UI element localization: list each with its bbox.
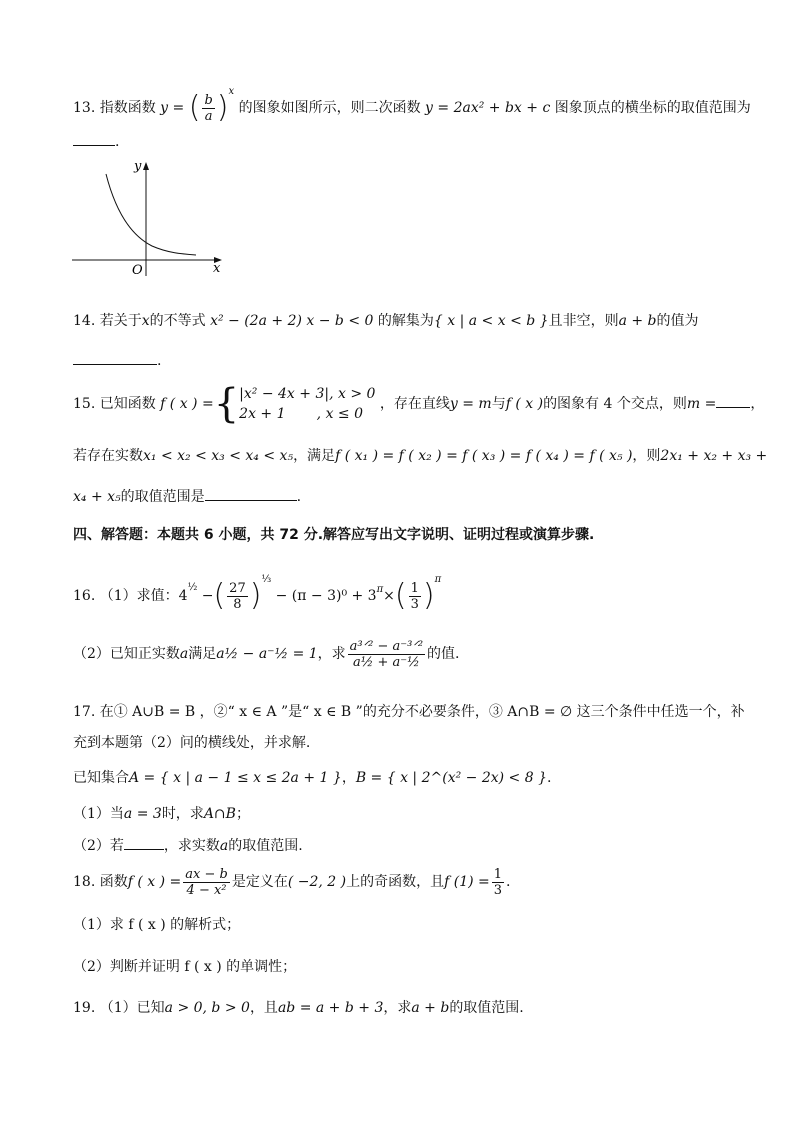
- section-4-heading: 四、解答题：本题共 6 小题，共 72 分.解答应写出文字说明、证明过程或演算步骤.: [73, 527, 595, 543]
- q13-text-b: 的图象如图所示，则二次函数: [238, 100, 421, 116]
- q13-quadratic: y = 2ax² + bx + c: [425, 100, 551, 116]
- q18-d: .: [506, 874, 511, 890]
- q15-line-2: [73, 447, 768, 465]
- q16-p1-frac-den: 8: [233, 596, 242, 612]
- q14-end: .: [157, 353, 162, 369]
- q16-p2-a: （2）已知正实数: [73, 646, 180, 662]
- q15-text-c: 与: [491, 396, 506, 412]
- q17-p1-a: （1）当: [73, 806, 124, 822]
- q15-text-b: ，存在直线: [379, 396, 450, 412]
- q18-a: 函数: [99, 874, 128, 890]
- q17-p2-c: 的取值范围.: [228, 838, 303, 854]
- q19-cond: a > 0, b > 0: [164, 1000, 250, 1016]
- q13-base-den: a: [204, 108, 213, 124]
- q18-den: 4 − x²: [186, 882, 227, 898]
- q16-p2-fraction: [348, 639, 425, 670]
- q15-line3-a: x₄ + x₅: [73, 489, 121, 505]
- question-19: [73, 999, 734, 1017]
- q15-line-3: [73, 488, 734, 506]
- q17-number: 17.: [73, 704, 96, 720]
- q13-number: 13.: [73, 100, 96, 116]
- q15-case-1: |x² − 4x + 3|, x > 0: [239, 386, 376, 402]
- q17-line-2: 充到本题第（2）问的横线处，并求解.: [73, 735, 311, 751]
- q17-p1-cond: a = 3: [123, 806, 162, 822]
- q16-p1-frac2-num: 1: [410, 580, 419, 596]
- q17-p2-blank: [124, 849, 164, 850]
- q19-sum: a + b: [411, 1000, 450, 1016]
- question-15: [73, 381, 765, 427]
- q13-answer-blank: [73, 145, 115, 146]
- origin-label: O: [132, 263, 143, 278]
- q17-p2-a: （2）若: [73, 838, 124, 854]
- q15-expr: 2x₁ + x₂ + x₃ +: [660, 448, 768, 464]
- q16-p2-num: a³ᐟ² − a⁻³ᐟ²: [349, 638, 424, 654]
- q13-exponent: x: [228, 86, 235, 97]
- q15-line-eq: y = m: [449, 396, 492, 412]
- q15-brace: {: [213, 381, 240, 427]
- q16-p1-right-paren: ): [249, 578, 262, 613]
- q16-p2-den: a½ + a⁻½: [352, 654, 420, 670]
- q17-part-1: [73, 805, 734, 823]
- q16-p2-var: a: [179, 646, 189, 662]
- q18-fx: f ( x ) =: [127, 874, 182, 890]
- q15-order: x₁ < x₂ < x₃ < x₄ < x₅: [143, 448, 294, 464]
- q19-number: 19.: [73, 1000, 96, 1016]
- q13-text-a: 指数函数: [99, 100, 156, 116]
- q17-p2-var: a: [219, 838, 229, 854]
- q15-text-d: 的图象有 4 个交点，则: [543, 396, 687, 412]
- q15-fx: f ( x ) =: [160, 396, 214, 412]
- q13-text-c: 图象顶点的横坐标的取值范围为: [554, 100, 751, 116]
- q16-p1-fraction: [227, 581, 248, 612]
- q14-answer-blank: [73, 364, 157, 365]
- q16-p1-exp-pi: π: [376, 584, 384, 595]
- q18-f1: f (1) =: [444, 874, 490, 890]
- q14-answer-line: [73, 352, 734, 370]
- q15-blank-1: [716, 407, 750, 408]
- q18-num: ax − b: [185, 866, 228, 882]
- q14-inequality: x² − (2a + 2) x − b < 0: [210, 313, 374, 329]
- q16-p1-expr-c: − (π − 3)⁰ + 3: [275, 588, 377, 604]
- q16-p2-b: 满足: [188, 646, 217, 662]
- q18-f1-fraction: [492, 867, 504, 898]
- q14-number: 14.: [73, 313, 96, 329]
- q17-line1: 在① A∪B = B ，②“ x ∈ A ”是“ x ∈ B ”的充分不必要条件，③ A∩B = ∅ 这三个条件中任选一个，补: [99, 704, 745, 720]
- q13-base-fraction: [202, 93, 214, 124]
- q18-b: 是定义在: [231, 874, 288, 890]
- q15-text-a: 已知函数: [99, 396, 156, 412]
- q16-p1-fraction-2: [409, 581, 421, 612]
- q13-right-paren: ): [216, 90, 229, 125]
- q17-l3-a: 已知集合: [73, 770, 129, 786]
- q17-p1-expr: A∩B: [203, 806, 236, 822]
- q15-equal: f ( x₁ ) = f ( x₂ ) = f ( x₃ ) = f ( x₄ ) = f ( x₅ ): [335, 448, 633, 464]
- q16-p1-exp-pi2: π: [434, 574, 442, 585]
- question-16-part-2: [73, 632, 734, 676]
- q14-text-b: 的不等式: [149, 313, 206, 329]
- q16-p1-frac2-den: 3: [410, 596, 419, 612]
- q18-part-1: （1）求 f ( x ) 的解析式；: [73, 917, 241, 933]
- q13-end: .: [115, 134, 120, 150]
- q16-p1-frac-num: 27: [229, 580, 246, 596]
- question-18: [73, 862, 734, 902]
- question-17-line-1: [73, 703, 745, 721]
- q14-sum: a + b: [618, 313, 657, 329]
- q19-eq: ab = a + b + 3: [277, 1000, 384, 1016]
- y-axis-label: y: [134, 159, 142, 174]
- q14-set: { x | a < x < b }: [433, 313, 549, 329]
- q14-text-e: 的值为: [656, 313, 699, 329]
- q19-b: ，且: [249, 1000, 278, 1016]
- q16-p1-right-paren-2: ): [422, 578, 435, 613]
- q18-interval: ( −2, 2 ): [287, 874, 347, 890]
- q17-l3-b: ，: [341, 770, 356, 786]
- q14-text-a: 若关于: [99, 313, 142, 329]
- q17-line-3: [73, 764, 734, 792]
- exponential-curve: [106, 174, 196, 255]
- exponential-graph: [70, 158, 230, 278]
- q17-p1-c: ；: [235, 806, 250, 822]
- q15-line2-c: ，则: [632, 448, 661, 464]
- q15-m-eq: m =: [686, 396, 717, 412]
- q16-p1-times: ×: [383, 588, 395, 604]
- q15-fx2: f ( x ): [505, 396, 544, 412]
- q16-p1-base-4: 4: [178, 588, 188, 604]
- q19-d: 的取值范围.: [449, 1000, 524, 1016]
- q16-p1-left-paren-2: (: [394, 578, 407, 613]
- q15-line3-b: 的取值范围是: [120, 489, 205, 505]
- q18-f1-den: 3: [493, 882, 503, 898]
- q17-l3-c: .: [547, 770, 552, 786]
- q19-a: （1）已知: [99, 1000, 165, 1016]
- q13-answer-line: [73, 133, 734, 151]
- q15-piecewise: [239, 384, 375, 424]
- q15-end-2: .: [296, 489, 302, 505]
- q18-fraction: [183, 867, 230, 898]
- q17-p1-b: 时，求: [161, 806, 204, 822]
- q14-var: x: [141, 313, 150, 329]
- x-axis-label: x: [213, 261, 221, 276]
- y-axis-arrow: [143, 162, 149, 170]
- question-14: [73, 312, 734, 330]
- q15-end-1: ，: [750, 396, 765, 412]
- q15-case-2: 2x + 1 , x ≤ 0: [239, 406, 363, 422]
- q16-number: 16.: [73, 588, 96, 604]
- q15-line2-b: ，满足: [293, 448, 336, 464]
- q17-p2-b: ，求实数: [163, 838, 220, 854]
- q16-p1-minus: −: [201, 588, 214, 604]
- q19-c: ，求: [383, 1000, 412, 1016]
- q13-expr-y: y =: [160, 100, 185, 116]
- q16-p2-d: 的值.: [427, 646, 460, 662]
- q17-part-2: [73, 837, 734, 855]
- q15-blank-2: [205, 500, 297, 501]
- q13-base-num: b: [204, 92, 213, 108]
- q18-part-2: （2）判断并证明 f ( x ) 的单调性；: [73, 959, 297, 975]
- q13-left-paren: (: [188, 90, 201, 125]
- q16-p2-c: ，求: [317, 646, 346, 662]
- q18-f1-num: 1: [493, 866, 503, 882]
- q16-p2-condition: a½ − a⁻½ = 1: [216, 646, 318, 662]
- q16-p1-a: （1）求值：: [99, 588, 179, 604]
- q17-set-b: B = { x | 2^(x² − 2x) < 8 }: [355, 770, 547, 786]
- question-16-part-1: [73, 558, 734, 618]
- q18-c: 上的奇函数，且: [346, 874, 445, 890]
- q14-text-c: 的解集为: [377, 313, 434, 329]
- q16-p1-left-paren: (: [213, 578, 226, 613]
- q15-number: 15.: [73, 396, 96, 412]
- question-13: [73, 74, 751, 126]
- q16-p1-exp-b: ⅓: [261, 574, 272, 585]
- q14-text-d: 且非空，则: [548, 313, 619, 329]
- q18-number: 18.: [73, 874, 96, 890]
- q17-set-a: A = { x | a − 1 ≤ x ≤ 2a + 1 }: [129, 770, 342, 786]
- q15-line2-a: 若存在实数: [73, 448, 143, 464]
- q16-p1-exp-a: ½: [187, 582, 198, 593]
